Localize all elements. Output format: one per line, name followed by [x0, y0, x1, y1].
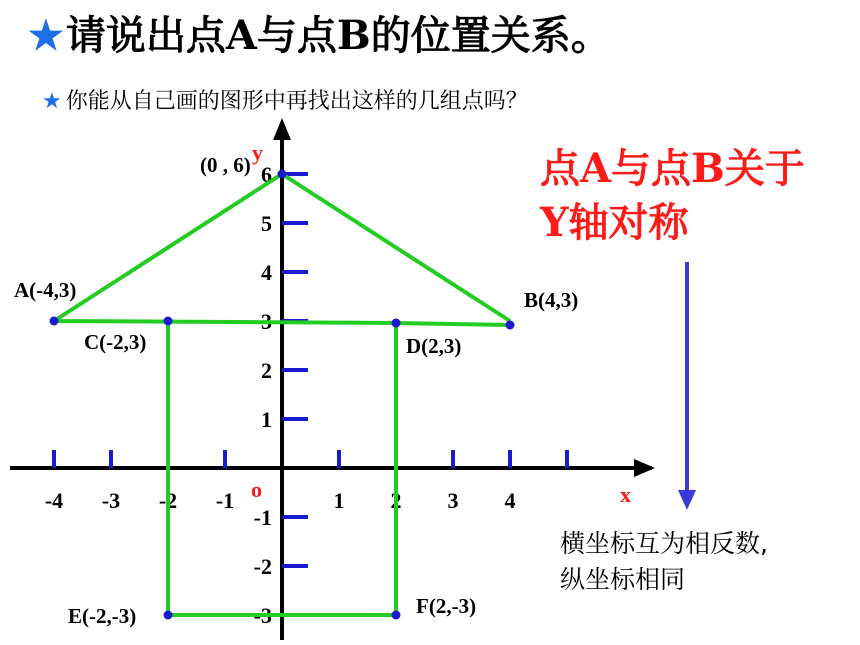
point-f-label: F(2,-3)	[416, 594, 477, 618]
point-e-marker	[164, 611, 173, 620]
coordinate-rule-note	[560, 526, 768, 598]
point-top-label: (0 , 6)	[200, 153, 251, 177]
y-tick-label: 4	[261, 260, 272, 285]
point-a-label: A(-4,3)	[14, 278, 77, 302]
y-axis-label: y	[252, 140, 263, 165]
point-top-marker	[278, 170, 287, 179]
point-f-marker	[392, 611, 401, 620]
point-c-marker	[164, 317, 173, 326]
x-tick-label: -1	[215, 488, 235, 513]
title-text: 请说出点A与点B的位置关系。	[65, 12, 611, 59]
x-tick-label: 4	[504, 488, 516, 513]
y-tick-label: 1	[261, 407, 272, 432]
coordinate-rule-line1: 横坐标互为相反数,	[560, 529, 768, 558]
y-tick-label: 5	[261, 211, 272, 236]
star-icon: ★	[42, 89, 62, 114]
point-e-label: E(-2,-3)	[68, 604, 137, 628]
y-tick-label: -3	[253, 603, 272, 628]
point-c-label: C(-2,3)	[84, 330, 147, 354]
y-axis-arrow-icon	[273, 118, 291, 140]
x-tick-label: 1	[333, 488, 345, 513]
x-tick-label: -4	[44, 488, 64, 513]
point-b-label: B(4,3)	[524, 288, 579, 312]
point-b-marker	[506, 321, 515, 330]
point-d-marker	[392, 319, 401, 328]
star-icon: ★	[28, 12, 64, 59]
subtitle-text: 你能从自己画的图形中再找出这样的几组点吗？	[65, 89, 528, 114]
symmetry-note	[540, 142, 805, 250]
y-tick-label: -2	[253, 554, 272, 579]
point-d-label: D(2,3)	[406, 334, 462, 358]
y-tick-label: 6	[261, 162, 272, 187]
y-tick-label: 2	[261, 358, 272, 383]
x-tick-label: 3	[447, 488, 459, 513]
x-axis-arrow-icon	[634, 459, 655, 477]
x-tick-label: -2	[158, 488, 178, 513]
down-arrow-icon	[678, 490, 696, 510]
origin-label: o	[251, 477, 262, 502]
point-a-marker	[50, 317, 59, 326]
symmetry-note-line1: 点A与点B关于	[540, 145, 805, 192]
x-axis-label: x	[620, 482, 631, 507]
y-tick-label: 3	[261, 309, 272, 334]
symmetry-note-line2: Y轴对称	[540, 199, 689, 246]
x-tick-label: 2	[390, 488, 402, 513]
x-tick-label: -3	[101, 488, 121, 513]
coordinate-rule-line2: 纵坐标相同	[560, 565, 686, 594]
y-tick-label: -1	[253, 505, 272, 530]
